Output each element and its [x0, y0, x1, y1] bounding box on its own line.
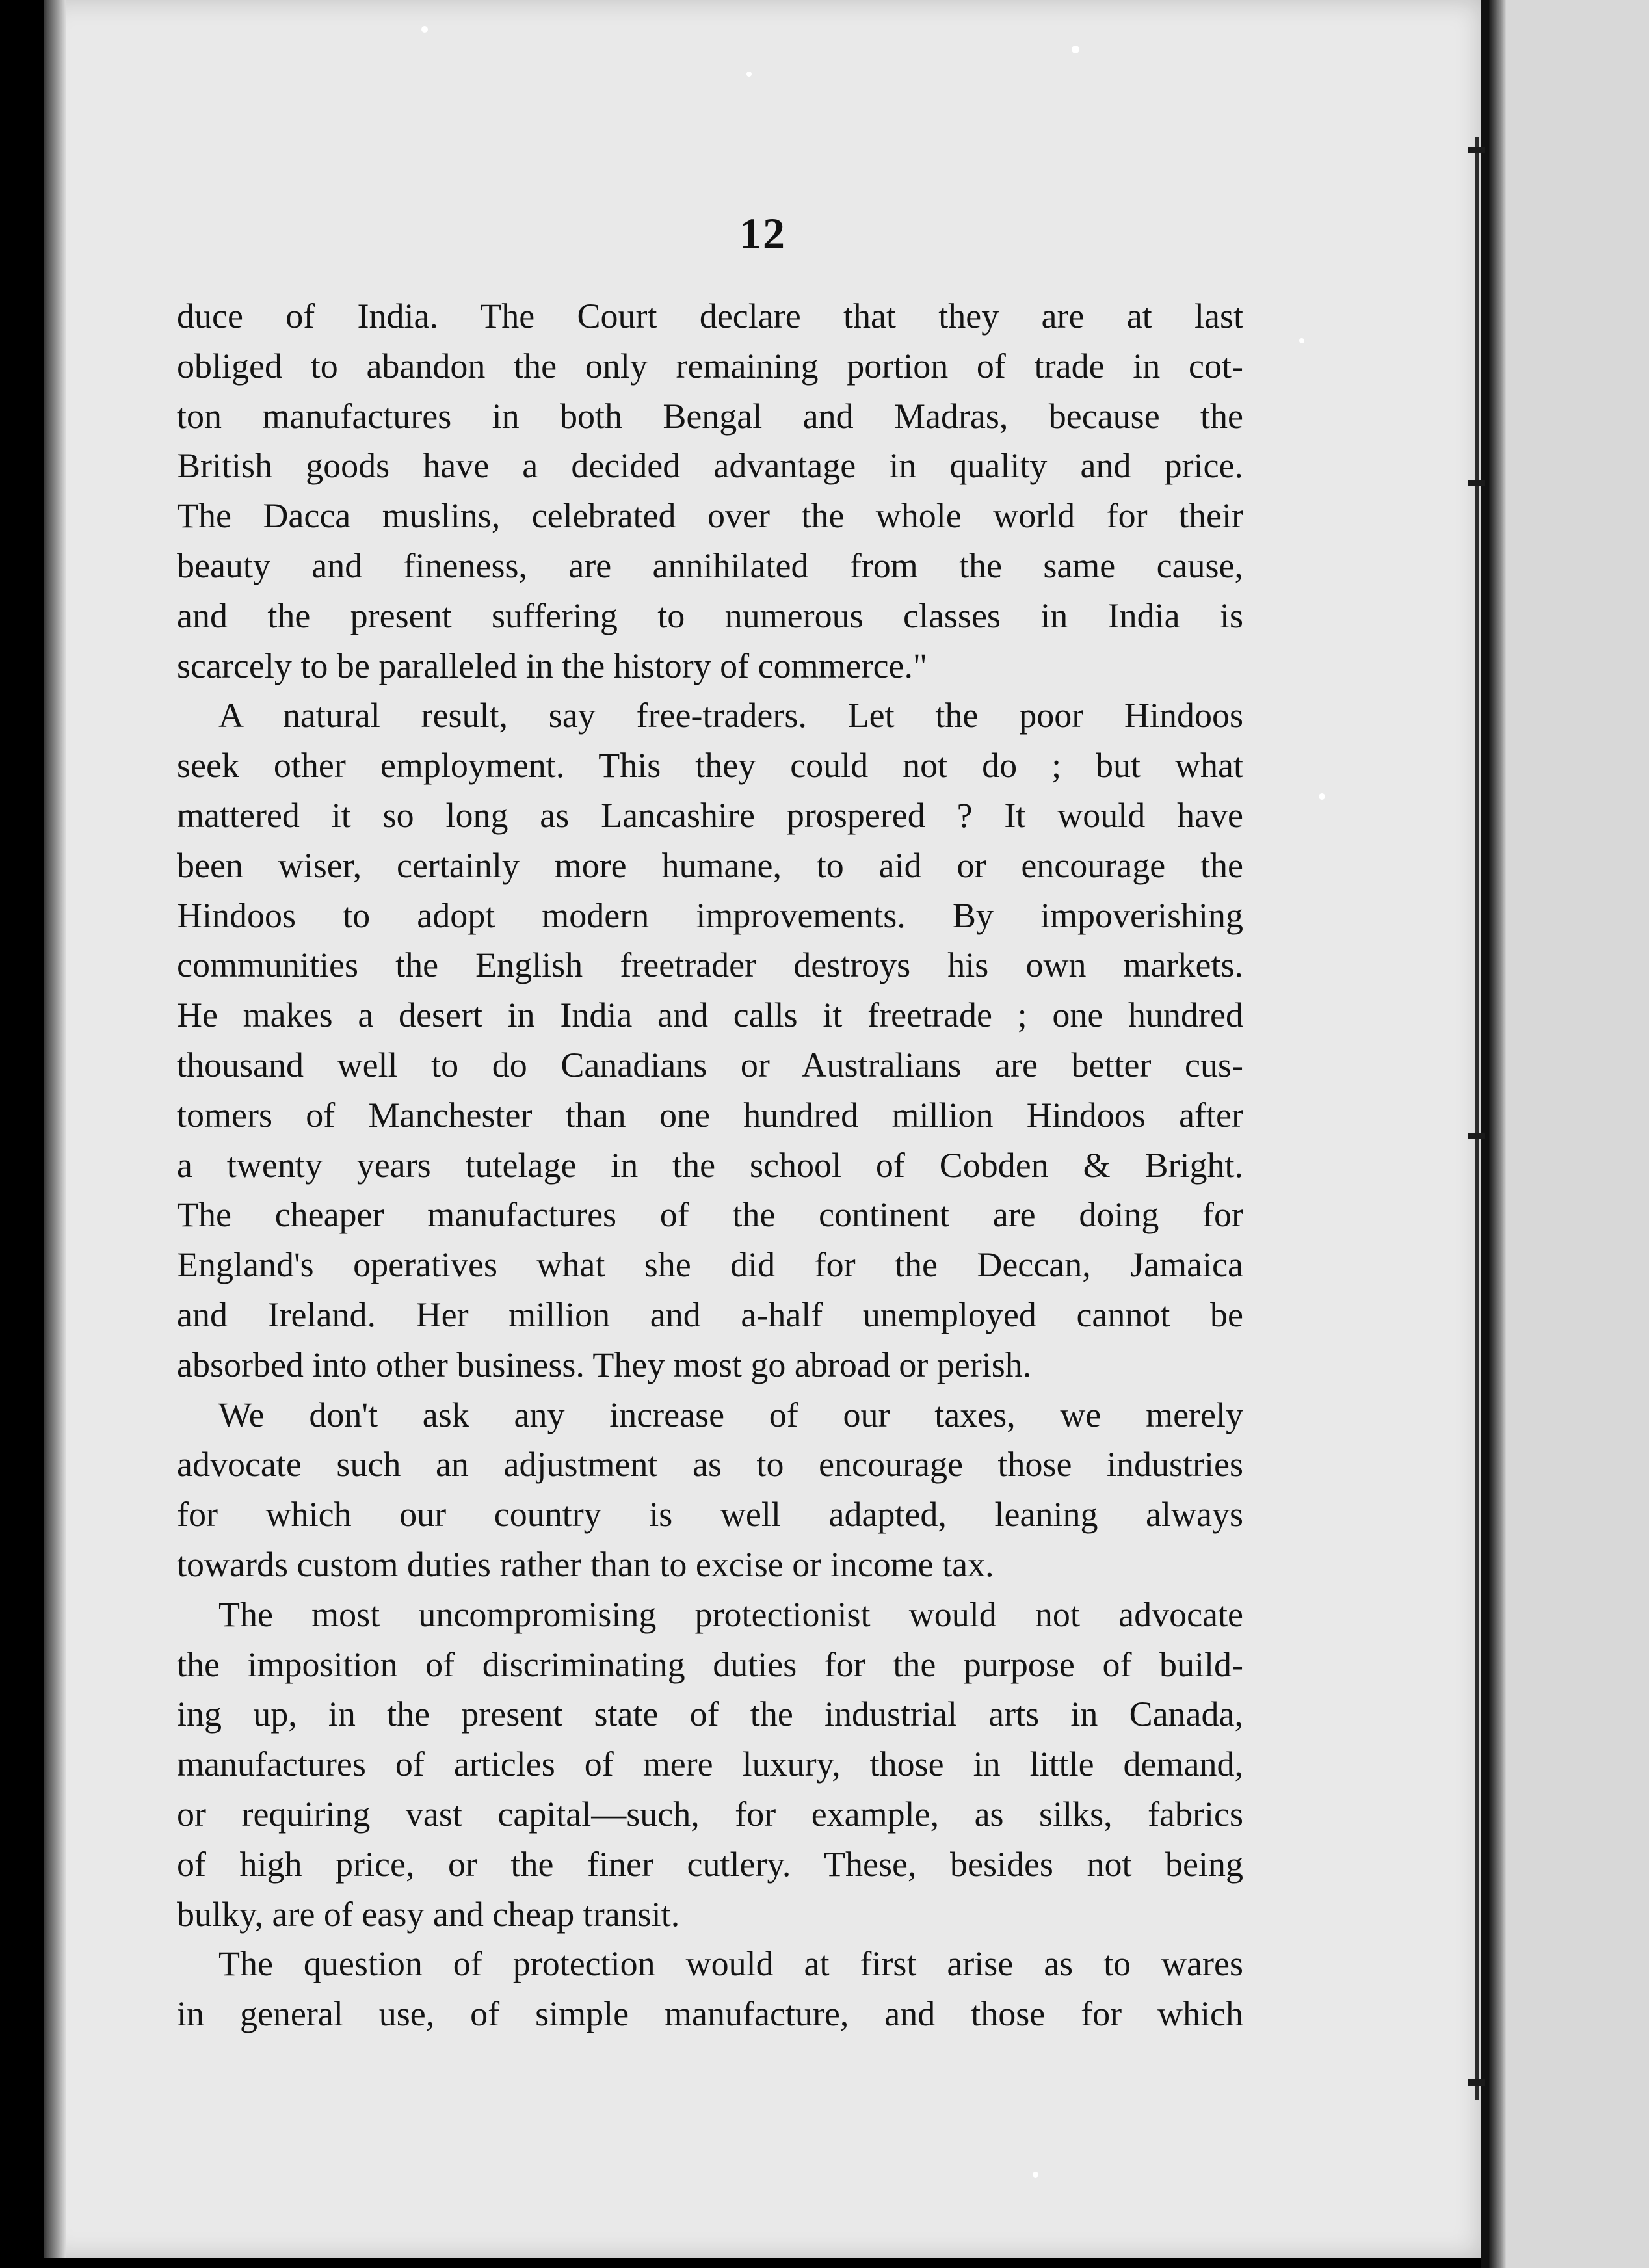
- text-line: ing up, in the present state of the industrial arts in Canada,: [177, 1694, 1243, 1734]
- text-line: seek other employment. This they could not do ; but what: [177, 746, 1243, 785]
- binding-knot: [1468, 147, 1485, 153]
- paragraph-3: [177, 1390, 1243, 1590]
- paragraph-1: [177, 291, 1243, 691]
- paper-speck: [1319, 793, 1325, 800]
- text-line: or requiring vast capital—such, for example, as silks, fabrics: [177, 1794, 1243, 1834]
- document-page: [44, 0, 1481, 2258]
- adjacent-page-edge: [1489, 0, 1649, 2268]
- text-line: of high price, or the finer cutlery. These, besides not being: [177, 1844, 1243, 1884]
- text-line: ton manufactures in both Bengal and Madras, because the: [177, 396, 1243, 436]
- text-line: and Ireland. Her million and a-half unemployed cannot be: [177, 1295, 1243, 1334]
- text-line: England's operatives what she did for the Deccan, Jamaica: [177, 1245, 1243, 1285]
- text-line: thousand well to do Canadians or Australians are better cus-: [177, 1045, 1243, 1085]
- text-line: a twenty years tutelage in the school of Cobden & Bright.: [177, 1145, 1243, 1185]
- text-line: communities the English freetrader destroys his own markets.: [177, 945, 1243, 985]
- text-line: been wiser, certainly more humane, to aid or encourage the: [177, 845, 1243, 885]
- text-line: tomers of Manchester than one hundred million Hindoos after: [177, 1095, 1243, 1135]
- paper-speck: [1033, 2172, 1038, 2178]
- text-line: He makes a desert in India and calls it freetrade ; one hundred: [177, 996, 1243, 1035]
- text-line: The Dacca muslins, celebrated over the whole world for their: [177, 496, 1243, 536]
- text-line: Hindoos to adopt modern improvements. By impoverishing: [177, 895, 1243, 935]
- paper-speck: [1299, 338, 1304, 343]
- text-line: The question of protection would at first arise as to wares: [218, 1944, 1243, 1984]
- text-line: towards custom duties rather than to excise or income tax.: [177, 1544, 994, 1584]
- text-line: bulky, are of easy and cheap transit.: [177, 1894, 680, 1934]
- text-line: in general use, of simple manufacture, and those for which: [177, 1994, 1243, 2034]
- binding-knot: [1468, 1133, 1485, 1139]
- binding-thread: [1475, 137, 1479, 2100]
- binding-knot: [1468, 2079, 1485, 2086]
- text-line: We don't ask any increase of our taxes, we merely: [218, 1395, 1243, 1434]
- text-line: absorbed into other business. They most go abroad or perish.: [177, 1345, 1032, 1384]
- binding-knot: [1468, 480, 1485, 486]
- text-line: A natural result, say free-traders. Let the poor Hindoos: [218, 696, 1243, 735]
- paper-speck: [746, 72, 752, 77]
- text-line: scarcely to be paralleled in the history of commerce.": [177, 646, 928, 685]
- paragraph-4: [177, 1590, 1243, 1940]
- text-line: and the present suffering to numerous classes in India is: [177, 596, 1243, 635]
- text-line: The cheaper manufactures of the continent are doing for: [177, 1195, 1243, 1235]
- paper-speck: [421, 26, 428, 33]
- text-line: British goods have a decided advantage in quality and price.: [177, 446, 1243, 486]
- text-line: for which our country is well adapted, leaning always: [177, 1495, 1243, 1535]
- text-line: mattered it so long as Lancashire prospered ? It would have: [177, 795, 1243, 835]
- text-line: advocate such an adjustment as to encourage those industries: [177, 1445, 1243, 1484]
- body-text: [177, 291, 1243, 2039]
- paragraph-5: [177, 1939, 1243, 2039]
- text-line: beauty and fineness, are annihilated from the same cause,: [177, 546, 1243, 585]
- text-line: the imposition of discriminating duties for the purpose of build-: [177, 1644, 1243, 1684]
- text-line: obliged to abandon the only remaining portion of trade in cot-: [177, 346, 1243, 386]
- text-line: manufactures of articles of mere luxury, those in little demand,: [177, 1745, 1243, 1784]
- text-line: The most uncompromising protectionist would not advocate: [218, 1594, 1243, 1634]
- page-number: 12: [739, 209, 786, 258]
- text-line: duce of India. The Court declare that they are at last: [177, 297, 1243, 336]
- paragraph-2: [177, 691, 1243, 1390]
- paper-speck: [1072, 46, 1079, 53]
